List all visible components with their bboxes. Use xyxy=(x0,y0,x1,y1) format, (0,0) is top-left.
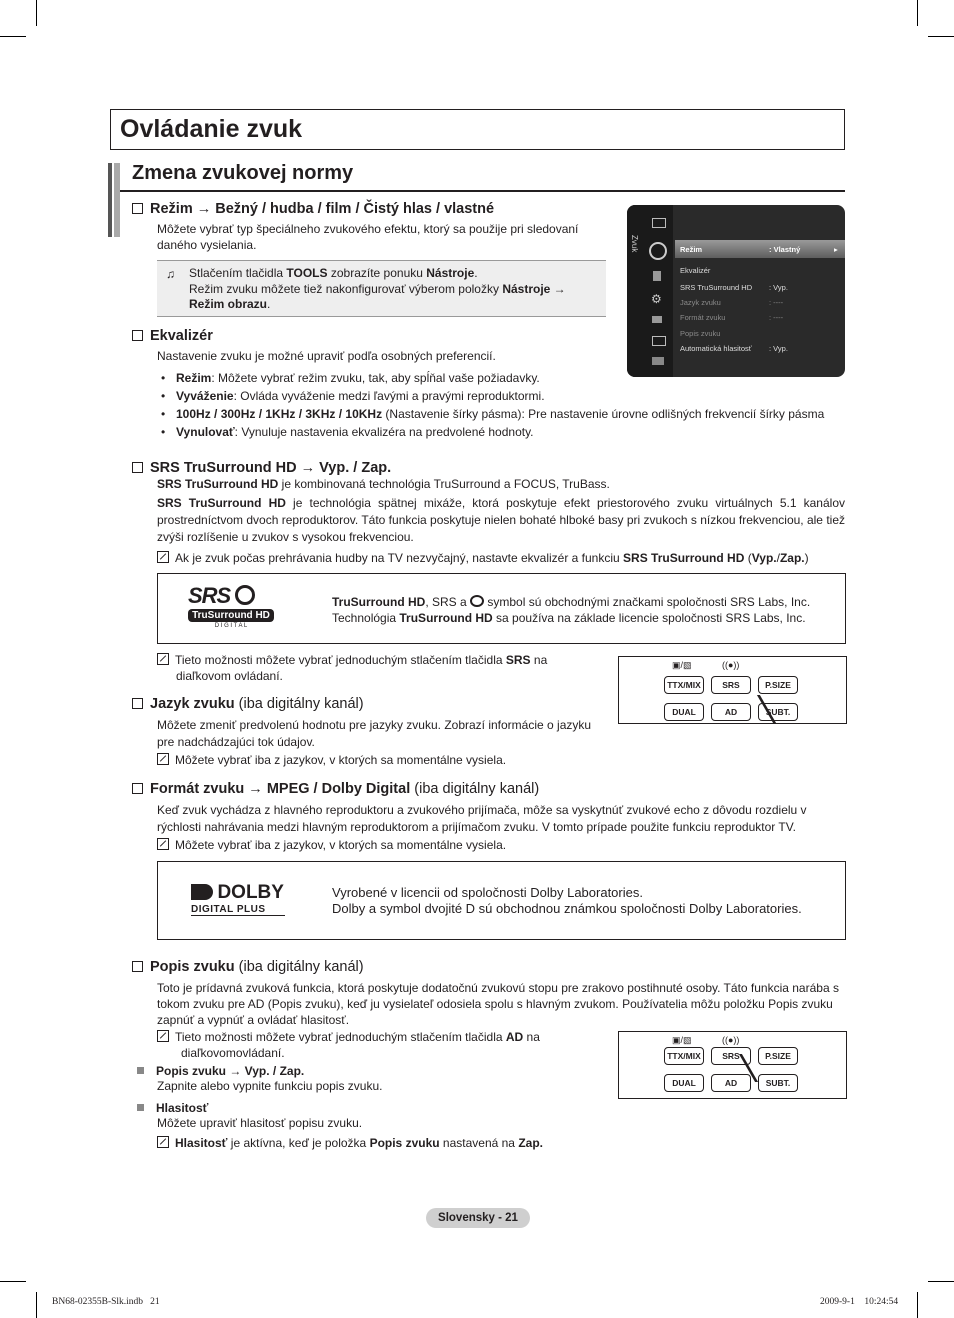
tv-menu-sidebar xyxy=(627,205,673,377)
subt-button[interactable]: SUBT. xyxy=(758,703,798,721)
ad-button[interactable]: AD xyxy=(711,703,751,721)
tv-menu-value: : Vyp. xyxy=(769,283,788,292)
tv-menu-item: Automatická hlasitosť xyxy=(680,344,752,353)
eq-desc: Nastavenie zvuku je možné upraviť podľa osobných preferencií. xyxy=(157,349,496,363)
checkbox-icon xyxy=(132,961,143,972)
dolby-logo: DOLBY DIGITAL PLUS xyxy=(191,882,284,915)
crop-mark xyxy=(0,1281,26,1282)
note-icon xyxy=(157,838,169,850)
note-icon xyxy=(157,653,169,665)
mode-desc: Môžete vybrať typ špeciálneho zvukového efektu, ktorý sa použije pri sledovaní daného vysielania. xyxy=(157,222,579,252)
crop-mark xyxy=(928,1281,954,1282)
tv-icon xyxy=(652,316,662,323)
gear-icon: ⚙ xyxy=(651,292,662,306)
psize-button[interactable]: P.SIZE xyxy=(758,676,798,694)
tv-menu-screenshot: Zvuk ⚙ Režim : Vlastný ▸ Ekvalizér SRS TruSurround HD : Vyp. Jazyk zvuku : ---- Formát zvuku : ---- Popis zvuku Automatická hlasitosť : Vyp. xyxy=(627,205,845,377)
tv-menu-value: : ---- xyxy=(769,298,784,307)
ad-note2: Hlasitosť je aktívna, keď je položka Popis zvuku nastavená na Zap. xyxy=(157,1136,543,1152)
tv-menu-item: SRS TruSurround HD xyxy=(680,283,753,292)
checkbox-icon xyxy=(132,783,143,794)
tv-icon xyxy=(652,357,664,365)
dual-button[interactable]: DUAL xyxy=(664,1074,704,1092)
tv-side-label: Zvuk xyxy=(630,235,639,253)
print-info-right: 2009-9-1 10:24:54 xyxy=(820,1297,899,1307)
srs-note: Ak je zvuk počas prehrávania hudby na TV nezvyčajný, nastavte ekvalizér a funkciu SRS TruSurround HD (Vyp./Zap.) xyxy=(157,551,809,567)
fmt-note: Môžete vybrať iba z jazykov, v ktorých sa momentálne vysiela. xyxy=(157,838,506,854)
ad-heading: Popis zvuku (iba digitálny kanál) xyxy=(132,958,364,976)
crop-mark xyxy=(917,0,918,26)
srs-heading: SRS TruSurround HD → Vyp. / Zap. xyxy=(132,459,391,477)
mode-heading: Režim → Bežný / hudba / film / Čistý hlas / vlastné xyxy=(132,200,494,218)
checkbox-icon xyxy=(132,330,143,341)
tv-menu-item: Ekvalizér xyxy=(680,266,711,275)
remote-illustration xyxy=(618,656,847,724)
tv-icon xyxy=(652,218,666,228)
ttx-mix-button[interactable]: TTX/MIX xyxy=(664,1047,704,1065)
list-item: • Vynulovať: Vynuluje nastavenia ekvalizéra na predvolené hodnoty. xyxy=(157,423,857,441)
checkbox-icon xyxy=(132,698,143,709)
srs-license-box: SRS TruSurround HD D I G I T A L TruSurround HD, SRS a symbol sú obchodnými značkami spoločnosti SRS Labs, Inc. Technológia TruSurround HD sa používa na základe licencie spoločnosti SRS Labs, Inc. xyxy=(157,573,846,644)
psize-button[interactable]: P.SIZE xyxy=(758,1047,798,1065)
lang-heading: Jazyk zvuku (iba digitálny kanál) xyxy=(132,695,364,713)
print-info-left: BN68-02355B-Slk.indb 21 xyxy=(52,1297,160,1307)
tv-icon xyxy=(652,336,666,346)
note-icon xyxy=(157,551,169,563)
crop-mark xyxy=(928,36,954,37)
lang-note: Môžete vybrať iba z jazykov, v ktorých sa momentálne vysiela. xyxy=(157,753,506,769)
tv-menu-item: Režim xyxy=(680,245,703,254)
tv-menu-value: : Vyp. xyxy=(769,344,788,353)
ad-note: Tieto možnosti môžete vybrať jednoduchým stlačením tlačidla AD na diaľkovomovládaní. xyxy=(157,1030,597,1061)
srs-p1: SRS TruSurround HD je kombinovaná technológia TruSurround a FOCUS, TruBass. xyxy=(157,477,610,491)
srs-button[interactable]: SRS xyxy=(711,1047,751,1065)
checkbox-icon xyxy=(132,462,143,473)
list-item: • 100Hz / 300Hz / 1KHz / 3KHz / 10KHz (Nastavenie šírky pásma): Pre nastavenie úrovne odlišných frekvencií šírky pásma xyxy=(157,405,857,423)
page-number-badge: Slovensky - 21 xyxy=(426,1208,530,1228)
note-icon xyxy=(157,1136,169,1148)
list-item: • Režim: Môžete vybrať režim zvuku, tak, aby spĺňal vaše požiadavky. xyxy=(157,369,857,387)
ad-button[interactable]: AD xyxy=(711,1074,751,1092)
broadcast-icon: ((●)) xyxy=(722,660,740,670)
crop-mark xyxy=(0,36,26,37)
eq-list xyxy=(157,369,857,441)
srs-remote-note: Tieto možnosti môžete vybrať jednoduchým stlačením tlačidla SRS na diaľkovom ovládaní. xyxy=(157,653,597,684)
page-title: Ovládanie zvuk xyxy=(120,115,303,143)
square-bullet-icon xyxy=(137,1104,144,1111)
tv-icon xyxy=(653,271,661,281)
section-title: Zmena zvukovej normy xyxy=(132,162,354,184)
tv-menu-item: Popis zvuku xyxy=(680,329,721,338)
crop-mark xyxy=(917,1292,918,1318)
ad-sub2-desc: Môžete upraviť hlasitosť popisu zvuku. xyxy=(157,1116,363,1130)
fmt-desc: Keď zvuk vychádza z hlavného reproduktoru a zvukového prijímača, môže sa vyskytnúť zvukové echo z dôvodu rozdielu v rýchlosti nahrávania medzi hlavným reproduktorom a prijímačom zvuku. V tomto prípade použite funkciu reproduktor TV. xyxy=(157,803,807,834)
note-icon xyxy=(157,1030,169,1042)
eq-heading: Ekvalizér xyxy=(132,327,213,345)
fmt-heading: Formát zvuku → MPEG / Dolby Digital (iba digitálny kanál) xyxy=(132,780,539,798)
note-icon xyxy=(157,753,169,765)
tv-menu-item: Formát zvuku xyxy=(680,313,726,322)
crop-mark xyxy=(36,1292,37,1318)
tv-menu-value: : Vlastný xyxy=(769,245,801,254)
ttx-mix-button[interactable]: TTX/MIX xyxy=(664,676,704,694)
section-bar xyxy=(108,163,112,237)
remote-illustration xyxy=(618,1031,847,1099)
srs-symbol-icon xyxy=(470,595,484,607)
ad-sub2: Hlasitosť xyxy=(137,1101,208,1117)
page-title-box xyxy=(110,109,845,150)
ad-desc: Toto je prídavná zvuková funkcia, ktorá poskytuje dodatočnú zvukovú stopu pre zrakovo postihnuté osoby. Táto funkcia narába s tokom zvuku pre AD (Popis zvuku), keď ju vysielateľ odosiela spolu s hlavným zvukom. Používatelia môžu položku Popis zvuku zapnúť a vypnúť a ovládať hlasitosť. xyxy=(157,981,839,1027)
lang-desc: Môžete zmeniť predvolenú hodnotu pre jazyky zvuku. Zobrazí informácie o jazyku pre nadchádzajúci tok údajov. xyxy=(157,718,592,749)
tv-menu-item: Jazyk zvuku xyxy=(680,298,721,307)
section-bar xyxy=(114,163,120,237)
list-item: • Vyváženie: Ovláda vyváženie medzi ľavými a pravými reproduktormi. xyxy=(157,387,857,405)
srs-logo: SRS TruSurround HD D I G I T A L xyxy=(188,583,278,629)
dual-button[interactable]: DUAL xyxy=(664,703,704,721)
subt-button[interactable]: SUBT. xyxy=(758,1074,798,1092)
tv-text-icon: ▣/▧ xyxy=(672,660,692,670)
ad-sub1-desc: Zapnite alebo vypnite funkciu popis zvuku. xyxy=(157,1079,383,1093)
tv-menu-value: : ---- xyxy=(769,313,784,322)
dolby-license-box: DOLBY DIGITAL PLUS Vyrobené v licencii od spoločnosti Dolby Laboratories. Dolby a symbol dvojité D sú obchodnou známkou spoločnosti Dolby Laboratories. xyxy=(157,861,846,940)
ad-sub1: Popis zvuku → Vyp. / Zap. xyxy=(137,1064,304,1080)
square-bullet-icon xyxy=(137,1067,144,1074)
srs-circle-icon xyxy=(235,585,255,605)
tv-text-icon: ▣/▧ xyxy=(672,1035,692,1045)
tools-icon: ♫ xyxy=(166,267,175,281)
section-rule xyxy=(120,190,845,192)
tv-sound-icon xyxy=(649,242,667,260)
broadcast-icon: ((●)) xyxy=(722,1035,740,1045)
double-d-icon xyxy=(191,884,213,900)
srs-p2: SRS TruSurround HD je technológia spätnej mixáže, ktorá poskytuje efekt priestorového zvuku virtuálnych 5.1 kanálov prostredníctvom dvoch reproduktorov. Táto funkcia poskytuje nielen bohaté hlboké basy pri zvukoch s nízkou frekvenciou, ale tiež zvýši rozlíšenie u zvukov s vysokou frekvenciou. xyxy=(157,496,845,544)
srs-button[interactable]: SRS xyxy=(711,676,751,694)
tip-box: ♫ Stlačením tlačidla TOOLS zobrazíte ponuku Nástroje. Režim zvuku môžete tiež nakonfigurovať výberom položky Nástroje → Režim obrazu. xyxy=(157,260,606,317)
checkbox-icon xyxy=(132,203,143,214)
crop-mark xyxy=(36,0,37,26)
